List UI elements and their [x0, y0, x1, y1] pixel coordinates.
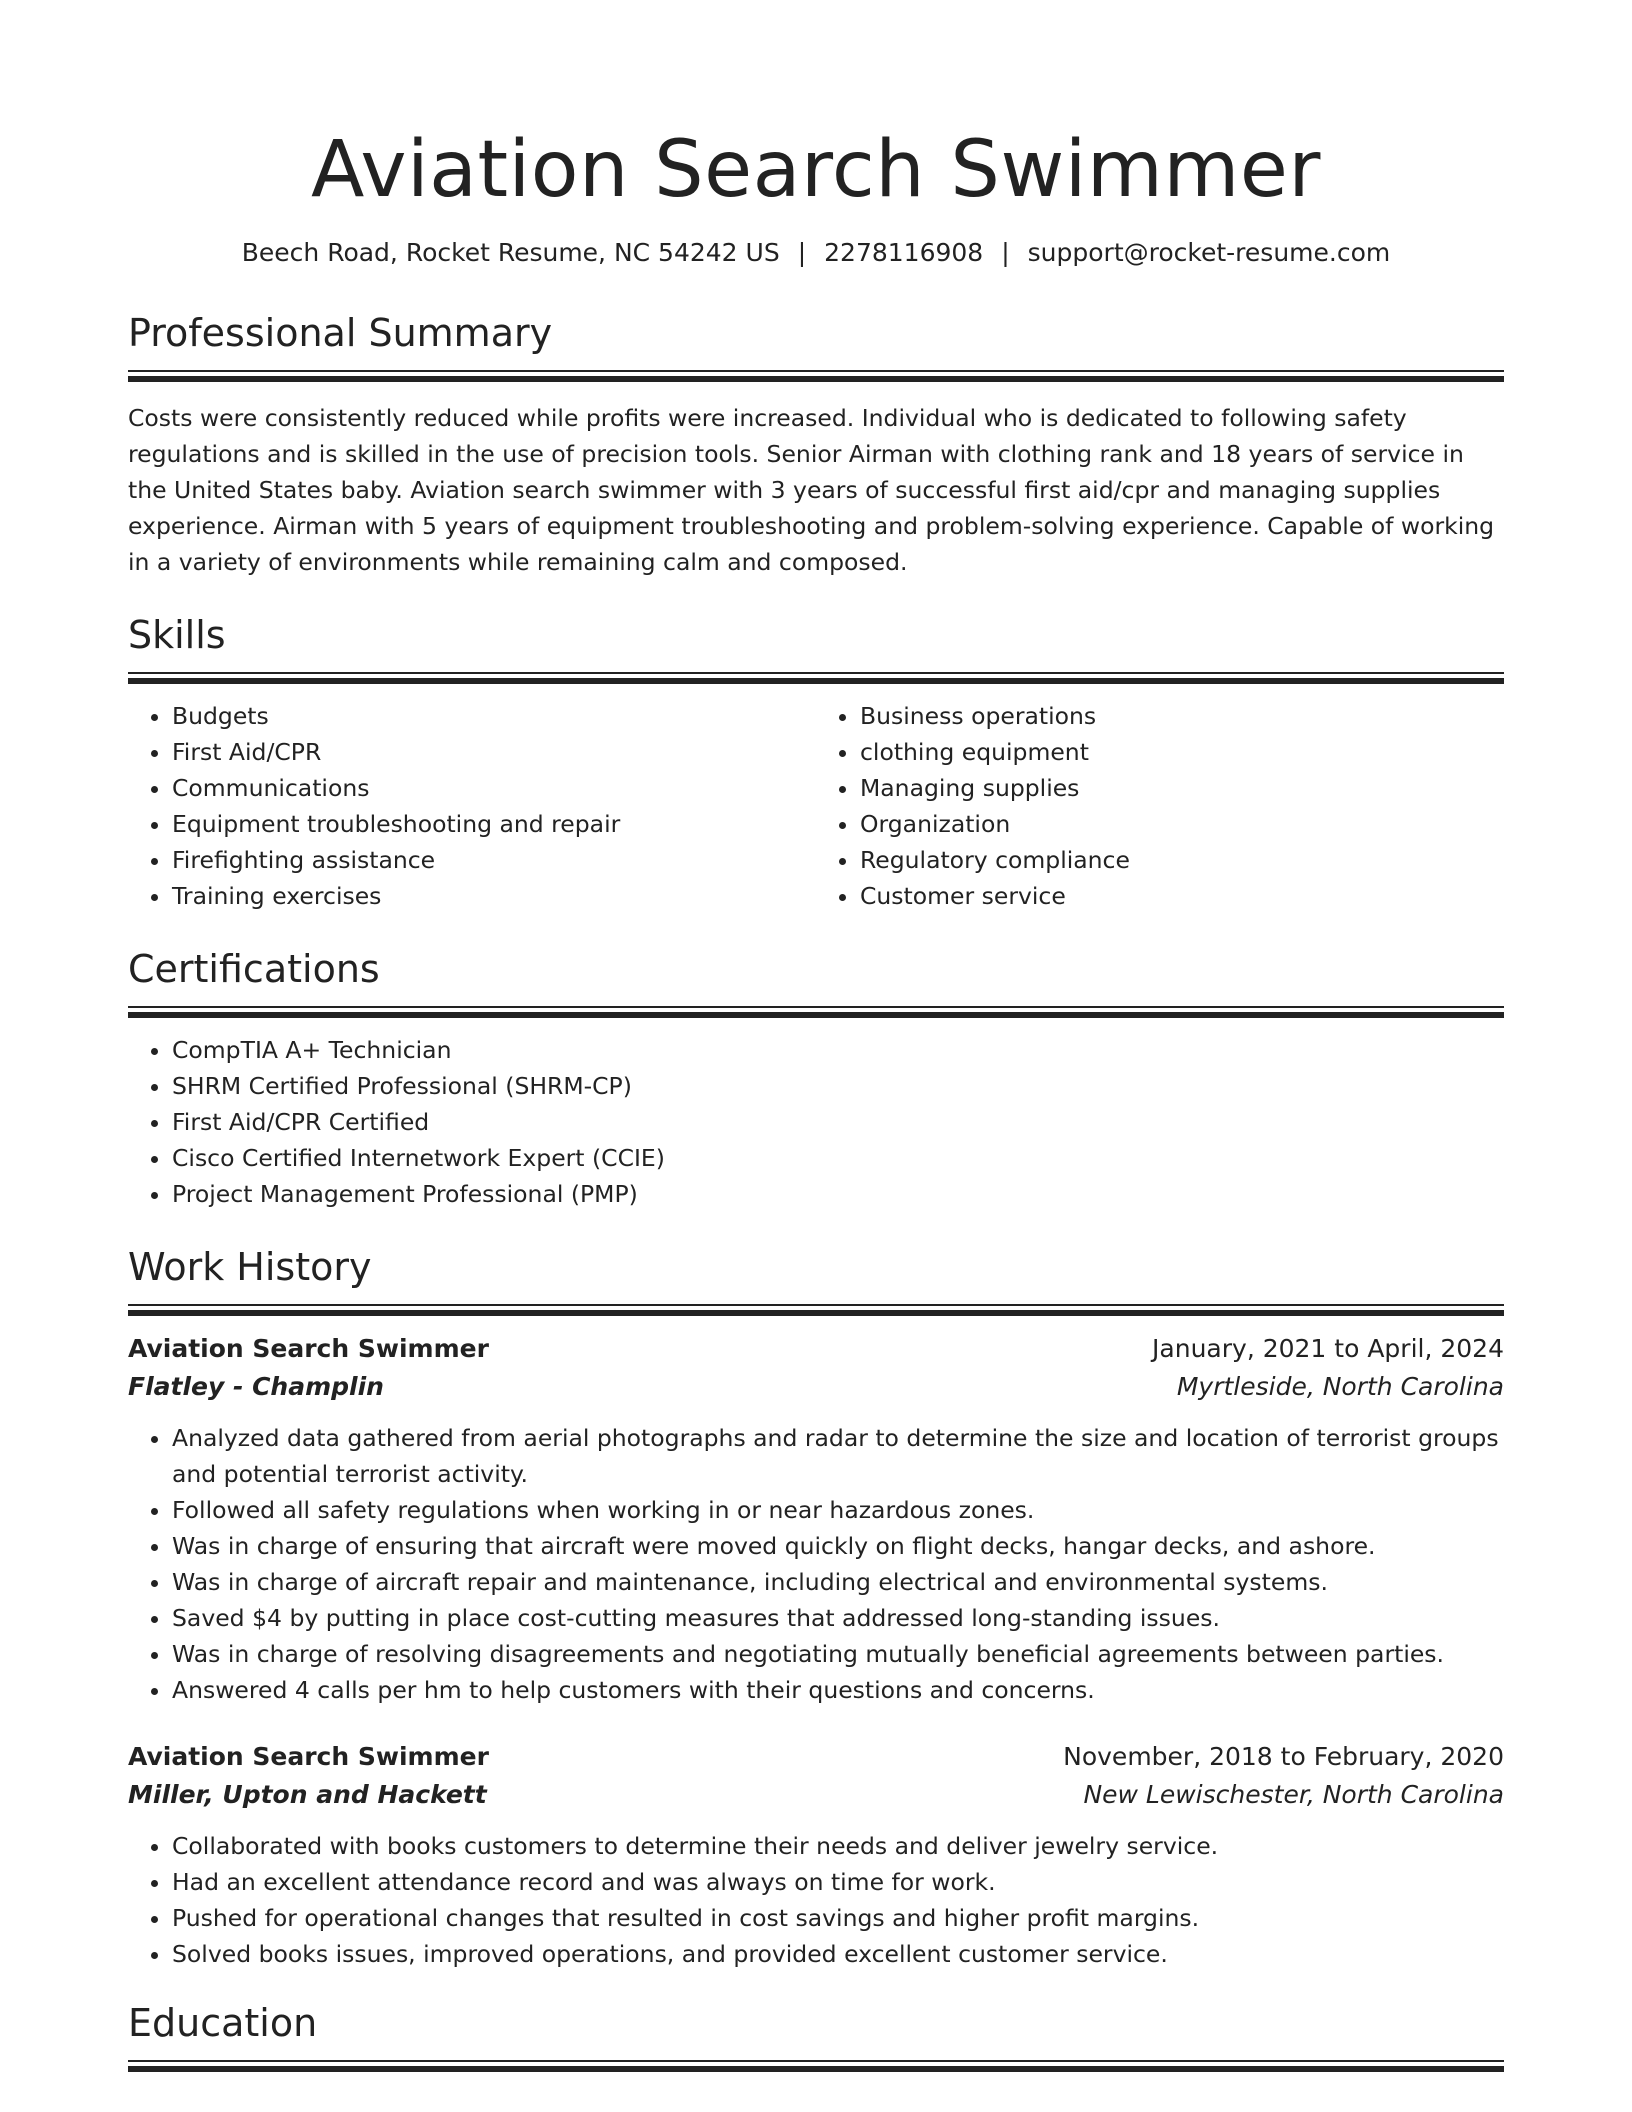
job-company: Miller, Upton and Hackett	[128, 1780, 487, 1809]
job-header-row	[128, 1738, 1504, 1776]
contact-line	[128, 236, 1504, 270]
job-dates: January, 2021 to April, 2024	[1152, 1334, 1504, 1363]
section-divider	[128, 370, 1504, 382]
job-company: Flatley - Champlin	[128, 1372, 384, 1401]
job-bullet: • Solved books issues, improved operations, and provided excellent customer service.	[172, 1936, 1504, 1972]
skill-item: • Communications	[172, 770, 816, 806]
job-bullet: • Was in charge of ensuring that aircraft were moved quickly on flight decks, hangar decks, and ashore.	[172, 1528, 1504, 1564]
job-bullet: • Collaborated with books customers to determine their needs and deliver jewelry service.	[172, 1828, 1504, 1864]
education-section	[128, 1998, 1504, 2072]
resume-name: Aviation Search Swimmer	[311, 125, 1321, 215]
job-bullet: • Saved $4 by putting in place cost-cutting measures that addressed long-standing issues.	[172, 1600, 1504, 1636]
job-bullet: • Pushed for operational changes that resulted in cost savings and higher profit margins.	[172, 1900, 1504, 1936]
skill-item: • Business operations	[860, 698, 1504, 734]
section-divider	[128, 2060, 1504, 2072]
job-location: New Lewischester, North Carolina	[1083, 1780, 1504, 1809]
work-section	[128, 1242, 1504, 1972]
job-entry	[128, 1738, 1504, 1972]
contact-email: support@rocket-resume.com	[1027, 238, 1391, 267]
summary-text: Costs were consistently reduced while profits were increased. Individual who is dedicated to following safety regulations and is skilled in the use of precision tools. Senior Airman with clothing rank and 18 years of service in the United States baby. Aviation search swimmer with 3 years of successful first aid/cpr and managing supplies experience. Airman with 5 years of equipment troubleshooting and problem-solving experience. Capable of working in a variety of environments while remaining calm and composed.	[128, 404, 1495, 576]
certification-item: • CompTIA A+ Technician	[172, 1032, 1504, 1068]
skill-item: • Firefighting assistance	[172, 842, 816, 878]
job-bullet: • Was in charge of resolving disagreements and negotiating mutually beneficial agreements between parties.	[172, 1636, 1504, 1672]
contact-phone: 2278116908	[824, 238, 984, 267]
skill-item: • clothing equipment	[860, 734, 1504, 770]
section-title-work: Work History	[128, 1245, 372, 1289]
section-title-summary: Professional Summary	[128, 311, 553, 355]
skill-item: • Organization	[860, 806, 1504, 842]
job-header-row	[128, 1330, 1504, 1368]
certifications-section	[128, 944, 1504, 1212]
job-bullet: • Answered 4 calls per hm to help customers with their questions and concerns.	[172, 1672, 1504, 1708]
job-title: Aviation Search Swimmer	[128, 1334, 489, 1363]
skill-item: • Regulatory compliance	[860, 842, 1504, 878]
job-bullet: • Was in charge of aircraft repair and maintenance, including electrical and environmental systems.	[172, 1564, 1504, 1600]
job-bullet: • Analyzed data gathered from aerial photographs and radar to determine the size and location of terrorist groups and potential terrorist activity.	[172, 1420, 1504, 1492]
skill-item: • Budgets	[172, 698, 816, 734]
job-bullets	[128, 1828, 1504, 1972]
skills-section	[128, 610, 1504, 914]
certification-item: • Cisco Certified Internetwork Expert (CCIE)	[172, 1140, 1504, 1176]
section-divider	[128, 672, 1504, 684]
skill-item: • Equipment troubleshooting and repair	[172, 806, 816, 842]
job-title: Aviation Search Swimmer	[128, 1742, 489, 1771]
contact-address: Beech Road, Rocket Resume, NC 54242 US	[241, 238, 780, 267]
contact-separator: |	[797, 238, 807, 267]
section-title-certifications: Certifications	[128, 947, 380, 991]
section-title-education: Education	[128, 2001, 318, 2045]
job-bullets	[128, 1420, 1504, 1708]
job-location: Myrtleside, North Carolina	[1176, 1372, 1504, 1401]
skill-item: • Customer service	[860, 878, 1504, 914]
skills-grid	[128, 698, 1504, 914]
section-title-skills: Skills	[128, 613, 226, 657]
contact-separator: |	[1001, 238, 1010, 267]
job-entry	[128, 1330, 1504, 1708]
summary-section	[128, 308, 1504, 580]
certifications-list	[128, 1032, 1504, 1212]
job-bullet: • Had an excellent attendance record and was always on time for work.	[172, 1864, 1504, 1900]
section-divider	[128, 1006, 1504, 1018]
section-divider	[128, 1304, 1504, 1316]
job-company-row	[128, 1368, 1504, 1406]
skill-item: • Managing supplies	[860, 770, 1504, 806]
job-company-row	[128, 1776, 1504, 1814]
certification-item: • Project Management Professional (PMP)	[172, 1176, 1504, 1212]
certification-item: • First Aid/CPR Certified	[172, 1104, 1504, 1140]
skills-list-right	[816, 698, 1504, 914]
skill-item: • First Aid/CPR	[172, 734, 816, 770]
job-dates: November, 2018 to February, 2020	[1063, 1742, 1504, 1771]
job-bullet: • Followed all safety regulations when working in or near hazardous zones.	[172, 1492, 1504, 1528]
skills-list-left	[128, 698, 816, 914]
certification-item: • SHRM Certified Professional (SHRM-CP)	[172, 1068, 1504, 1104]
skill-item: • Training exercises	[172, 878, 816, 914]
